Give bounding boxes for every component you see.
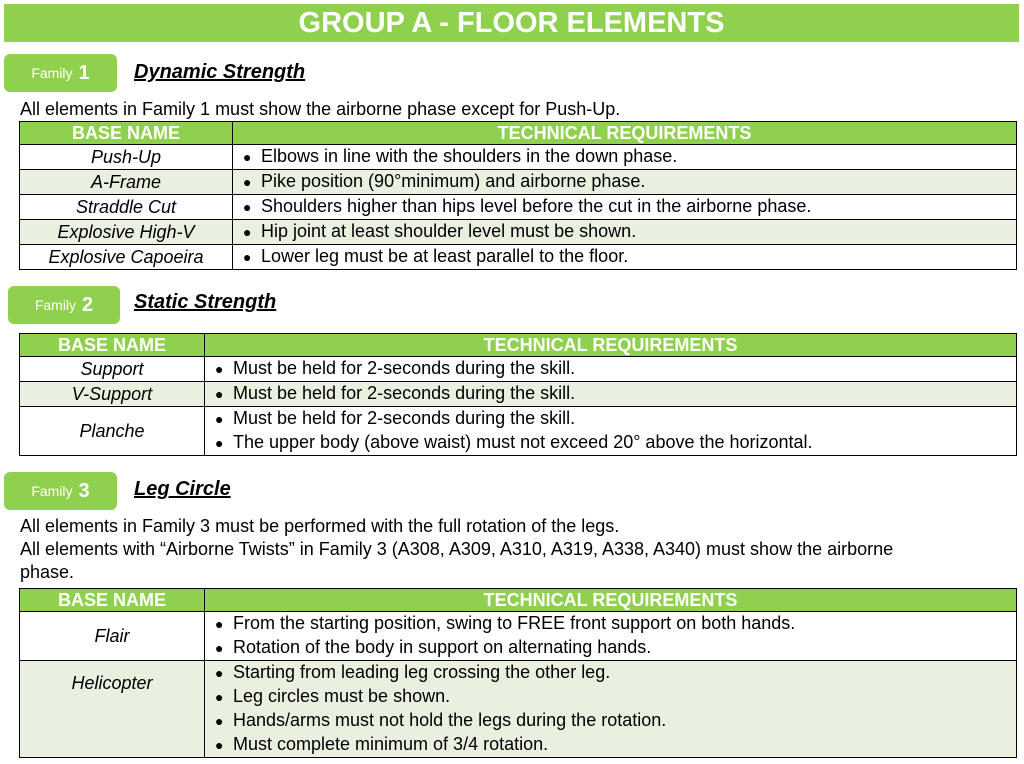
- family-1-table: [19, 121, 1017, 270]
- base-name-cell: Flair: [20, 612, 205, 661]
- family-3-note-line: All elements in Family 3 must be performed with the full rotation of the legs.: [20, 516, 620, 536]
- family-3-badge-number: 3: [78, 479, 90, 502]
- bullet-icon: ●: [215, 386, 224, 402]
- table-row: [20, 170, 1017, 195]
- table-header-row: [20, 589, 1017, 612]
- bullet-icon: ●: [243, 199, 252, 215]
- requirement-item: ● Rotation of the body in support on alternating hands.: [215, 636, 1016, 660]
- bullet-icon: ●: [215, 689, 224, 705]
- family-1-badge-number: 1: [78, 61, 90, 84]
- technical-requirements-header: TECHNICAL REQUIREMENTS: [233, 122, 1017, 145]
- requirement-item: ● Elbows in line with the shoulders in the down phase.: [243, 145, 1016, 169]
- bullet-icon: ●: [215, 361, 224, 377]
- family-2-table: [19, 333, 1017, 456]
- base-name-cell: Push-Up: [20, 145, 233, 170]
- table-row: [20, 661, 1017, 758]
- requirements-cell: [233, 245, 1017, 270]
- table-row: [20, 357, 1017, 382]
- family-3-notes: [20, 515, 1015, 584]
- bullet-icon: ●: [243, 149, 252, 165]
- base-name-cell: Explosive Capoeira: [20, 245, 233, 270]
- requirement-item: ● Leg circles must be shown.: [215, 685, 1016, 709]
- page-title: GROUP A - FLOOR ELEMENTS: [4, 4, 1019, 42]
- requirements-cell: [233, 220, 1017, 245]
- family-1-badge-word: Family: [31, 65, 73, 81]
- base-name-cell: Explosive High-V: [20, 220, 233, 245]
- requirement-item: ● Hip joint at least shoulder level must be shown.: [243, 220, 1016, 244]
- family-3-title: Leg Circle: [134, 478, 231, 500]
- family-2-badge: [8, 286, 120, 324]
- requirement-item: ● Lower leg must be at least parallel to the floor.: [243, 245, 1016, 269]
- family-1-title: Dynamic Strength: [134, 61, 306, 83]
- family-1-badge: [4, 54, 117, 92]
- bullet-icon: ●: [243, 224, 252, 240]
- base-name-cell: V-Support: [20, 382, 205, 407]
- requirement-item: ● Must complete minimum of 3/4 rotation.: [215, 733, 1016, 757]
- requirement-item: ● Must be held for 2-seconds during the skill.: [215, 407, 1016, 431]
- bullet-icon: ●: [243, 249, 252, 265]
- requirements-cell: [205, 407, 1017, 456]
- table-row: [20, 145, 1017, 170]
- family-3-badge-word: Family: [31, 483, 73, 499]
- bullet-icon: ●: [243, 174, 252, 190]
- family-3-table: [19, 588, 1017, 758]
- bullet-icon: ●: [215, 616, 224, 632]
- requirement-item: ● Shoulders higher than hips level before the cut in the airborne phase.: [243, 195, 1016, 219]
- requirements-cell: [233, 195, 1017, 220]
- base-name-cell: Helicopter: [20, 661, 205, 758]
- base-name-header: BASE NAME: [20, 589, 205, 612]
- base-name-header: BASE NAME: [20, 334, 205, 357]
- family-2-badge-word: Family: [34, 297, 77, 313]
- bullet-icon: ●: [215, 665, 224, 681]
- table-row: [20, 382, 1017, 407]
- requirement-item: ● From the starting position, swing to FREE front support on both hands.: [215, 612, 1016, 636]
- requirement-item: ● Must be held for 2-seconds during the skill.: [215, 357, 1016, 381]
- table-row: [20, 245, 1017, 270]
- base-name-header: BASE NAME: [20, 122, 233, 145]
- technical-requirements-header: TECHNICAL REQUIREMENTS: [205, 589, 1017, 612]
- requirements-cell: [233, 145, 1017, 170]
- requirement-item: ● Pike position (90°minimum) and airborne phase.: [243, 170, 1016, 194]
- bullet-icon: ●: [215, 713, 224, 729]
- family-3-note-line: phase.: [20, 562, 75, 582]
- requirement-item: ● Starting from leading leg crossing the other leg.: [215, 661, 1016, 685]
- technical-requirements-header: TECHNICAL REQUIREMENTS: [205, 334, 1017, 357]
- bullet-icon: ●: [215, 640, 224, 656]
- family-1-note: All elements in Family 1 must show the airborne phase except for Push-Up.: [20, 99, 621, 119]
- base-name-cell: Support: [20, 357, 205, 382]
- table-row: [20, 195, 1017, 220]
- table-header-row: [20, 334, 1017, 357]
- requirements-cell: [205, 661, 1017, 758]
- requirement-item: ● Must be held for 2-seconds during the skill.: [215, 382, 1016, 406]
- requirements-cell: [233, 170, 1017, 195]
- requirement-item: ● The upper body (above waist) must not exceed 20° above the horizontal.: [215, 431, 1016, 455]
- table-row: [20, 612, 1017, 661]
- family-3-badge: [4, 472, 117, 510]
- requirements-cell: [205, 382, 1017, 407]
- requirement-item: ● Hands/arms must not hold the legs during the rotation.: [215, 709, 1016, 733]
- table-row: [20, 407, 1017, 456]
- bullet-icon: ●: [215, 737, 224, 753]
- bullet-icon: ●: [215, 411, 224, 427]
- requirements-cell: [205, 612, 1017, 661]
- family-2-title: Static Strength: [134, 291, 277, 313]
- requirements-cell: [205, 357, 1017, 382]
- family-3-note-line: All elements with “Airborne Twists” in Family 3 (A308, A309, A310, A319, A338, A340) must show the airborne: [20, 539, 894, 559]
- bullet-icon: ●: [215, 435, 224, 451]
- base-name-cell: Planche: [20, 407, 205, 456]
- base-name-cell: Straddle Cut: [20, 195, 233, 220]
- table-header-row: [20, 122, 1017, 145]
- family-2-badge-number: 2: [82, 293, 94, 316]
- table-row: [20, 220, 1017, 245]
- base-name-cell: A-Frame: [20, 170, 233, 195]
